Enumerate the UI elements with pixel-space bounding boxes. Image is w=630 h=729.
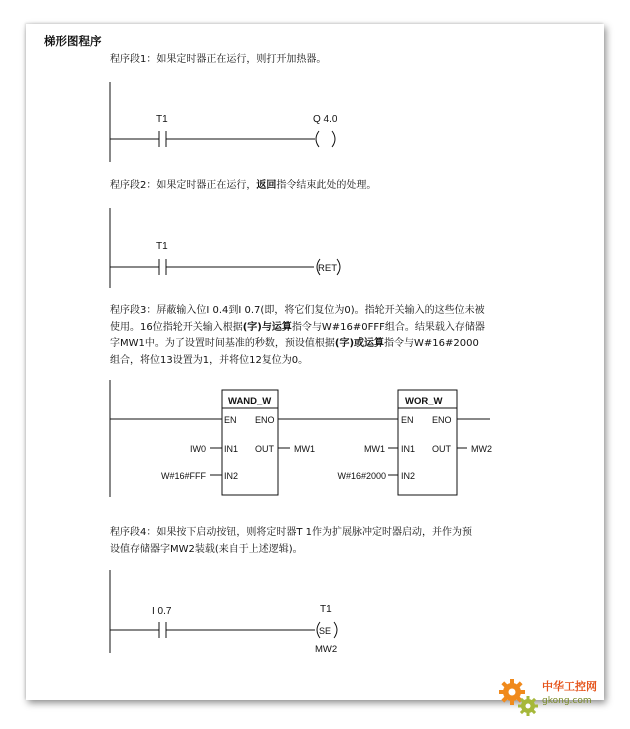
gear-logo-icon (494, 672, 544, 722)
wor-w-eno: ENO (432, 415, 452, 425)
wand-w-en: EN (224, 415, 237, 425)
coil-timer-label: T1 (320, 604, 332, 615)
network-2 (110, 208, 340, 288)
segment-4-line-2: 设值存储器字MW2装载(来自于上述逻辑)。 (110, 543, 303, 555)
coil-right-arc (334, 622, 337, 638)
wor-w-in1: IN1 (401, 444, 416, 454)
network-4 (110, 570, 337, 655)
coil-value-label: MW2 (315, 644, 338, 655)
wand-w-in1: IN1 (224, 444, 239, 454)
segment-1-description: 程序段1：如果定时器正在运行，则打开加热器。 (110, 54, 327, 65)
wor-w-out: OUT (432, 444, 451, 454)
watermark-url: gkong.com (542, 696, 592, 706)
segment-3-line-4: 组合，将位13设置为1，并将位12复位为0。 (110, 354, 309, 366)
wor-w-in2-operand: W#16#2000 (337, 471, 386, 481)
coil-right-arc (332, 131, 335, 147)
contact-label: I 0.7 (152, 606, 172, 617)
segment-3-line-2: 使用。16位指轮开关输入根据(字)与运算指令与W#16#0FFF组合。结果载入存储器 (110, 321, 485, 333)
wand-w-out: OUT (255, 444, 274, 454)
wand-w-block-name: WAND_W (228, 396, 272, 407)
wor-w-block-name: WOR_W (405, 396, 443, 407)
coil-right-arc (337, 259, 340, 275)
watermark-name: 中华工控网 (542, 680, 597, 693)
wand-w-out-operand: MW1 (294, 444, 315, 454)
wor-w-en: EN (401, 415, 414, 425)
segment-2-description: 程序段2：如果定时器正在运行，返回指令结束此处的处理。 (110, 180, 377, 191)
coil-left-arc (316, 131, 319, 147)
page-title: 梯形图程序 (44, 34, 102, 48)
segment-4-line-1: 程序段4：如果按下启动按钮，则将定时器T 1作为扩展脉冲定时器启动，并作为预 (110, 527, 473, 538)
coil-label: RET (318, 263, 337, 274)
wand-w-in1-operand: IW0 (189, 444, 206, 454)
network-3 (110, 380, 492, 497)
coil-label: SE (319, 626, 332, 636)
network-1 (110, 82, 338, 162)
wand-w-eno: ENO (255, 415, 275, 425)
wor-w-in2: IN2 (401, 471, 416, 481)
wand-w-in2: IN2 (224, 471, 239, 481)
contact-label: T1 (156, 114, 168, 125)
segment-3-line-1: 程序段3：屏蔽输入位I 0.4到I 0.7(即，将它们复位为0)。指轮开关输入的这些位未被 (110, 305, 485, 316)
contact-label: T1 (156, 241, 168, 252)
wand-w-in2-operand: W#16#FFF (160, 471, 206, 481)
segment-3-line-3: 字MW1中。为了设置时间基准的秒数，预设值根据(字)或运算指令与W#16#2000 (110, 338, 479, 349)
wor-w-in1-operand: MW1 (364, 444, 385, 454)
watermark (494, 672, 620, 722)
wor-w-out-operand: MW2 (471, 444, 492, 454)
coil-label: Q 4.0 (313, 114, 338, 125)
